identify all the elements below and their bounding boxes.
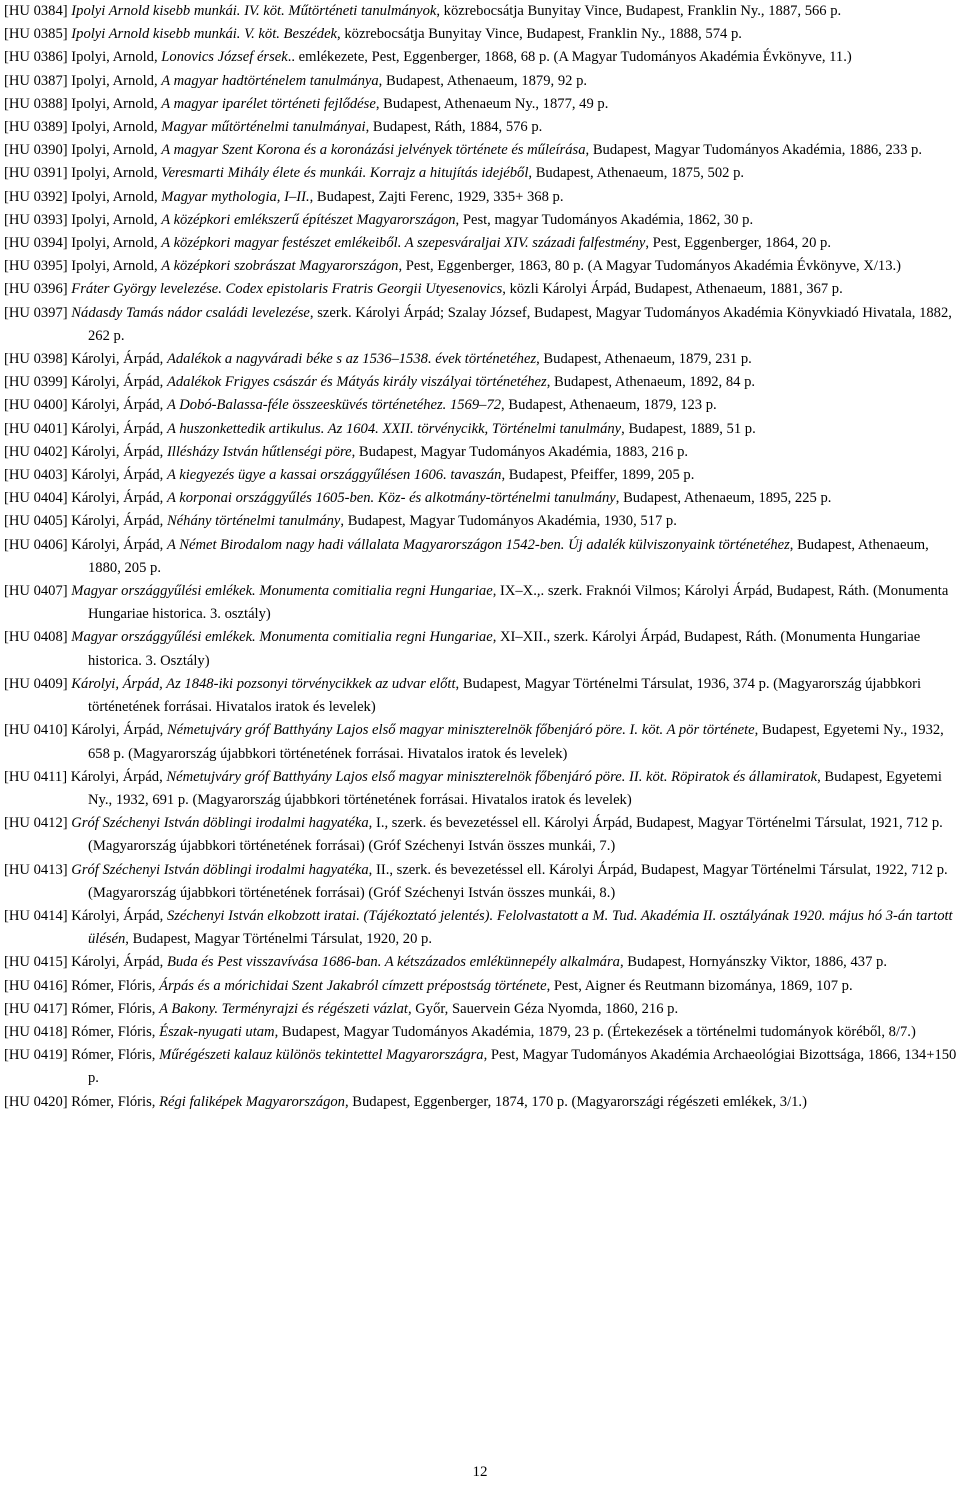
bibliography-entry [4, 418, 958, 441]
bibliography-entry [4, 186, 958, 209]
bibliography-entry [4, 209, 958, 232]
entry-text: , XI–XII., szerk. Károlyi Árpád, Budapest, Ráth. (Monumenta Hungariae historica. 3. Osztály) [88, 629, 921, 669]
entry-title-text: A Bakony. Terményrajzi és régészeti vázlat [159, 1000, 408, 1017]
bibliography-entry [4, 626, 958, 672]
entry-text: [HU 0415] Károlyi, Árpád, [4, 954, 167, 971]
entry-text: [HU 0408] [4, 629, 72, 646]
entry-text: , Budapest, Zajti Ferenc, 1929, 335+ 368 p. [309, 188, 564, 205]
entry-title-text: Németujváry gróf Batthyány Lajos első magyar miniszterelnök főbenjáró pöre. II. köt. Röpiratok és államiratok [166, 768, 818, 785]
entry-text: [HU 0387] Ipolyi, Arnold, [4, 72, 162, 89]
bibliography-entry [4, 719, 958, 765]
bibliography-entry [4, 371, 958, 394]
entry-text: , II., szerk. és bevezetéssel ell. Károlyi Árpád, Budapest, Magyar Történelmi Társulat, 1922, 712 p. (Magyarország újabbkori történetének forrásai) (Gróf Széchenyi István összes munkái, 8.) [88, 861, 948, 901]
bibliography-entry [4, 510, 958, 533]
entry-text: , közli Károlyi Árpád, Budapest, Athenaeum, 1881, 367 p. [502, 281, 843, 298]
entry-title-text: A korponai országgyűlés 1605-ben. Köz- és alkotmány-történelmi tanulmány [166, 490, 616, 507]
entry-text: [HU 0398] Károlyi, Árpád, [4, 351, 167, 368]
bibliography-entry [4, 905, 958, 951]
entry-title-text: A középkori magyar festészet emlékeiből. A szepesváraljai XIV. századi falfestmény [161, 235, 646, 252]
bibliography-entry [4, 766, 958, 812]
entry-title-text: Széchenyi István elkobzott iratai. (Tájékoztató jelentés). Felolvastatott a M. Tud. Akadémia II. osztályának 1920. május hó 3-án tartott ülésén [88, 907, 953, 948]
entry-title-text: Gróf Széchenyi István döblingi irodalmi hagyatéka [71, 815, 369, 832]
entry-title-text: Magyar országgyűlési emlékek. Monumenta comitialia regni Hungariae [71, 583, 493, 600]
entry-text: , Budapest, Athenaeum, 1895, 225 p. [615, 490, 832, 507]
entry-text: [HU 0412] [4, 815, 72, 832]
entry-title-text: Illésházy István hűtlenségi pöre [166, 443, 352, 460]
entry-text: [HU 0393] Ipolyi, Arnold, [4, 211, 162, 228]
entry-text: [HU 0404] Károlyi, Árpád, [4, 490, 167, 507]
entry-text: [HU 0410] Károlyi, Árpád, [4, 722, 167, 739]
entry-text: , Budapest, Magyar Tudományos Akadémia, 1886, 233 p. [585, 142, 922, 159]
entry-text: , szerk. Károlyi Árpád; Szalay József, Budapest, Magyar Tudományos Akadémia Könyvkiadó Hivatala, 1882, 262 p. [88, 304, 952, 344]
entry-text: [HU 0406] Károlyi, Árpád, [4, 536, 167, 553]
entry-text: , I., szerk. és bevezetéssel ell. Károlyi Árpád, Budapest, Magyar Történelmi Társulat, 1921, 712 p. (Magyarország újabbkori történetének forrásai) (Gróf Széchenyi István összes munkái, 7.) [88, 815, 943, 855]
entry-text: [HU 0388] Ipolyi, Arnold, [4, 95, 162, 112]
bibliography-entry [4, 302, 958, 348]
entry-text: , Budapest, Egyetemi Ny., 1932, 658 p. (Magyarország újabbkori történetének forrásai. Hivatalos iratok és levelek) [88, 722, 944, 762]
entry-text: , Pest, magyar Tudományos Akadémia, 1862, 30 p. [455, 211, 754, 228]
entry-title-text: Adalékok a nagyváradi béke s az 1536–1538. évek történetéhez [166, 351, 537, 368]
entry-title-text: Veresmarti Mihály élete és munkái. Korrajz a hitujítás idejéből [161, 165, 529, 182]
entry-title-text: Észak-nyugati utam [159, 1023, 275, 1040]
entry-text: , Budapest, Magyar Tudományos Akadémia, 1883, 216 p. [351, 443, 689, 460]
entry-text: , Budapest, Magyar Történelmi Társulat, 1920, 20 p. [125, 931, 432, 948]
entry-title-text: Műrégészeti kalauz különös tekintettel Magyarországra [159, 1047, 484, 1064]
entry-text: , Budapest, Magyar Tudományos Akadémia, 1879, 23 p. (Értekezések a történelmi tudományok köréből, 8/7.) [274, 1023, 916, 1040]
entry-text: , közrebocsátja Bunyitay Vince, Budapest, Franklin Ny., 1888, 574 p. [337, 26, 742, 43]
bibliography-entry [4, 812, 958, 858]
entry-text: , Budapest, Athenaeum, 1879, 123 p. [501, 397, 717, 414]
entry-text: , IX–X.,. szerk. Fraknói Vilmos; Károlyi Árpád, Budapest, Ráth. (Monumenta Hungariae historica. 3. osztály) [88, 583, 949, 623]
entry-text: , Budapest, Athenaeum, 1875, 502 p. [528, 165, 745, 182]
entry-text: .. emlékezete, Pest, Eggenberger, 1868, 68 p. (A Magyar Tudományos Akadémia Évkönyve, 11.) [287, 49, 852, 66]
bibliography-entry [4, 278, 958, 301]
bibliography-entry [4, 1044, 958, 1090]
entry-text: [HU 0391] Ipolyi, Arnold, [4, 165, 162, 182]
bibliography-entry [4, 93, 958, 116]
entry-text: [HU 0389] Ipolyi, Arnold, [4, 119, 162, 136]
entry-title-text: Régi faliképek Magyarországon [159, 1093, 345, 1110]
entry-title-text: Magyar mythologia, I–II. [161, 188, 310, 205]
bibliography-entry [4, 859, 958, 905]
entry-text: , közrebocsátja Bunyitay Vince, Budapest, Franklin Ny., 1887, 566 p. [436, 3, 842, 19]
entry-title-text: A magyar Szent Korona és a koronázási jelvények története és műleírása [161, 142, 586, 159]
entry-text: [HU 0407] [4, 583, 72, 600]
bibliography-entry [4, 70, 958, 93]
entry-text: , Budapest, 1889, 51 p. [621, 420, 756, 437]
entry-title-text: Németujváry gróf Batthyány Lajos első magyar miniszterelnök főbenjáró pöre. I. köt. A pör története [166, 722, 755, 739]
entry-text: , Budapest, Ráth, 1884, 576 p. [365, 119, 543, 136]
entry-text: [HU 0386] Ipolyi, Arnold, [4, 49, 162, 66]
entry-text: [HU 0384] [4, 3, 72, 19]
entry-title-text: A huszonkettedik artikulus. Az 1604. XXII. törvénycikk, Történelmi tanulmány [166, 420, 622, 437]
bibliography-entry [4, 580, 958, 626]
bibliography-entry [4, 1021, 958, 1044]
entry-text: , Budapest, Eggenberger, 1874, 170 p. (Magyarországi régészeti emlékek, 3/1.) [344, 1093, 807, 1110]
entry-text: [HU 0411] Károlyi, Árpád, [4, 768, 167, 785]
entry-text: , Pest, Eggenberger, 1863, 80 p. (A Magyar Tudományos Akadémia Évkönyve, X/13.) [398, 258, 902, 275]
bibliography-entry [4, 139, 958, 162]
entry-text: [HU 0402] Károlyi, Árpád, [4, 443, 167, 460]
entry-text: [HU 0396] [4, 281, 72, 298]
entry-title-text: Árpás és a mórichidai Szent Jakabról címzett prépostság története [159, 977, 547, 994]
entry-text: [HU 0417] Rómer, Flóris, [4, 1000, 160, 1017]
entry-text: , Budapest, Athenaeum, 1880, 205 p. [88, 536, 929, 576]
bibliography-entry [4, 232, 958, 255]
bibliography-entry [4, 487, 958, 510]
entry-title-text: A kiegyezés ügye a kassai országgyűlésen 1606. tavaszán [166, 467, 502, 484]
entry-title-text: A magyar hadtörténelem tanulmánya [161, 72, 379, 89]
entry-text: [HU 0414] Károlyi, Árpád, [4, 907, 167, 924]
bibliography-entry [4, 998, 958, 1021]
entry-title-text: Adalékok Frigyes császár és Mátyás király viszályai történetéhez [166, 374, 547, 391]
bibliography-list [4, 0, 958, 1114]
entry-text: , Budapest, Athenaeum, 1879, 92 p. [378, 72, 588, 89]
entry-title-text: Magyar országgyűlési emlékek. Monumenta comitialia regni Hungariae [71, 629, 493, 646]
bibliography-entry [4, 1091, 958, 1114]
entry-text: [HU 0392] Ipolyi, Arnold, [4, 188, 162, 205]
bibliography-entry [4, 162, 958, 185]
entry-text: , Budapest, Athenaeum Ny., 1877, 49 p. [375, 95, 609, 112]
bibliography-entry [4, 534, 958, 580]
bibliography-entry [4, 975, 958, 998]
entry-text: [HU 0397] [4, 304, 72, 321]
entry-text: [HU 0401] Károlyi, Árpád, [4, 420, 167, 437]
entry-text: , Budapest, Magyar Történelmi Társulat, 1936, 374 p. (Magyarország újabbkori történetének forrásai. Hivatalos iratok és levelek) [88, 675, 922, 716]
entry-title-text: Lonovics József érsek [161, 49, 288, 66]
entry-text: [HU 0409] [4, 675, 72, 692]
entry-title-text: Nádasdy Tamás nádor családi levelezése [71, 304, 310, 321]
bibliography-entry [4, 116, 958, 139]
bibliography-entry [4, 394, 958, 417]
entry-text: [HU 0405] Károlyi, Árpád, [4, 513, 167, 530]
entry-text: , Budapest, Athenaeum, 1892, 84 p. [546, 374, 756, 391]
entry-text: , Pest, Aigner és Reutmann bizománya, 1869, 107 p. [546, 977, 853, 994]
entry-text: [HU 0395] Ipolyi, Arnold, [4, 258, 162, 275]
bibliography-entry [4, 348, 958, 371]
entry-text: , Budapest, Hornyánszky Viktor, 1886, 437 p. [619, 954, 887, 971]
entry-title-text: Fráter György levelezése. Codex epistolaris Fratris Georgii Utyesenovics [71, 281, 503, 298]
entry-text: , Budapest, Athenaeum, 1879, 231 p. [536, 351, 752, 368]
entry-text: [HU 0394] Ipolyi, Arnold, [4, 235, 162, 252]
entry-title-text: Károlyi, Árpád, Az 1848-iki pozsonyi törvénycikkek az udvar előtt [71, 675, 456, 692]
entry-title-text: Ipolyi Arnold kisebb munkái. IV. köt. Műtörténeti tanulmányok [71, 3, 437, 19]
entry-text: [HU 0418] Rómer, Flóris, [4, 1023, 160, 1040]
entry-title-text: A Dobó-Balassa-féle összeesküvés történetéhez. 1569–72 [166, 397, 502, 414]
entry-text: , Pest, Eggenberger, 1864, 20 p. [645, 235, 831, 252]
entry-title-text: Gróf Széchenyi István döblingi irodalmi hagyatéka [71, 861, 369, 878]
entry-text: [HU 0419] Rómer, Flóris, [4, 1047, 160, 1064]
entry-title-text: Buda és Pest visszavívása 1686-ban. A kétszázados emlékünnepély alkalmára [166, 954, 620, 971]
bibliography-entry [4, 464, 958, 487]
bibliography-entry [4, 23, 958, 46]
entry-text: [HU 0403] Károlyi, Árpád, [4, 467, 167, 484]
entry-text: [HU 0416] Rómer, Flóris, [4, 977, 160, 994]
entry-text: , Budapest, Magyar Tudományos Akadémia, 1930, 517 p. [340, 513, 677, 530]
entry-text: [HU 0385] [4, 26, 72, 43]
bibliography-entry [4, 255, 958, 278]
bibliography-entry [4, 441, 958, 464]
bibliography-entry [4, 951, 958, 974]
entry-text: , Győr, Sauervein Géza Nyomda, 1860, 216 p. [407, 1000, 679, 1017]
entry-text: , Pest, Magyar Tudományos Akadémia Archaeológiai Bizottsága, 1866, 134+150 p. [88, 1047, 957, 1087]
entry-text: , Budapest, Egyetemi Ny., 1932, 691 p. (Magyarország újabbkori történetének forrásai. Hivatalos iratok és levelek) [88, 768, 942, 808]
entry-title-text: A középkori szobrászat Magyarországon [161, 258, 399, 275]
entry-title-text: Magyar műtörténelmi tanulmányai [161, 119, 366, 136]
bibliography-entry [4, 0, 958, 23]
entry-text: [HU 0400] Károlyi, Árpád, [4, 397, 167, 414]
bibliography-entry [4, 46, 958, 69]
entry-title-text: Ipolyi Arnold kisebb munkái. V. köt. Beszédek [71, 26, 338, 43]
entry-text: , Budapest, Pfeiffer, 1899, 205 p. [501, 467, 695, 484]
bibliography-entry [4, 673, 958, 719]
entry-title-text: A magyar iparélet történeti fejlődése [161, 95, 376, 112]
entry-title-text: A Német Birodalom nagy hadi vállalata Magyarországon 1542-ben. Új adalék külviszonyaink történetéhez [166, 536, 790, 553]
entry-title-text: A középkori emlékszerű építészet Magyarországon [161, 211, 456, 228]
page-number: 12 [472, 1464, 488, 1480]
entry-text: [HU 0399] Károlyi, Árpád, [4, 374, 167, 391]
entry-text: [HU 0420] Rómer, Flóris, [4, 1093, 160, 1110]
entry-text: [HU 0413] [4, 861, 72, 878]
entry-text: [HU 0390] Ipolyi, Arnold, [4, 142, 162, 159]
entry-title-text: Néhány történelmi tanulmány [166, 513, 341, 530]
